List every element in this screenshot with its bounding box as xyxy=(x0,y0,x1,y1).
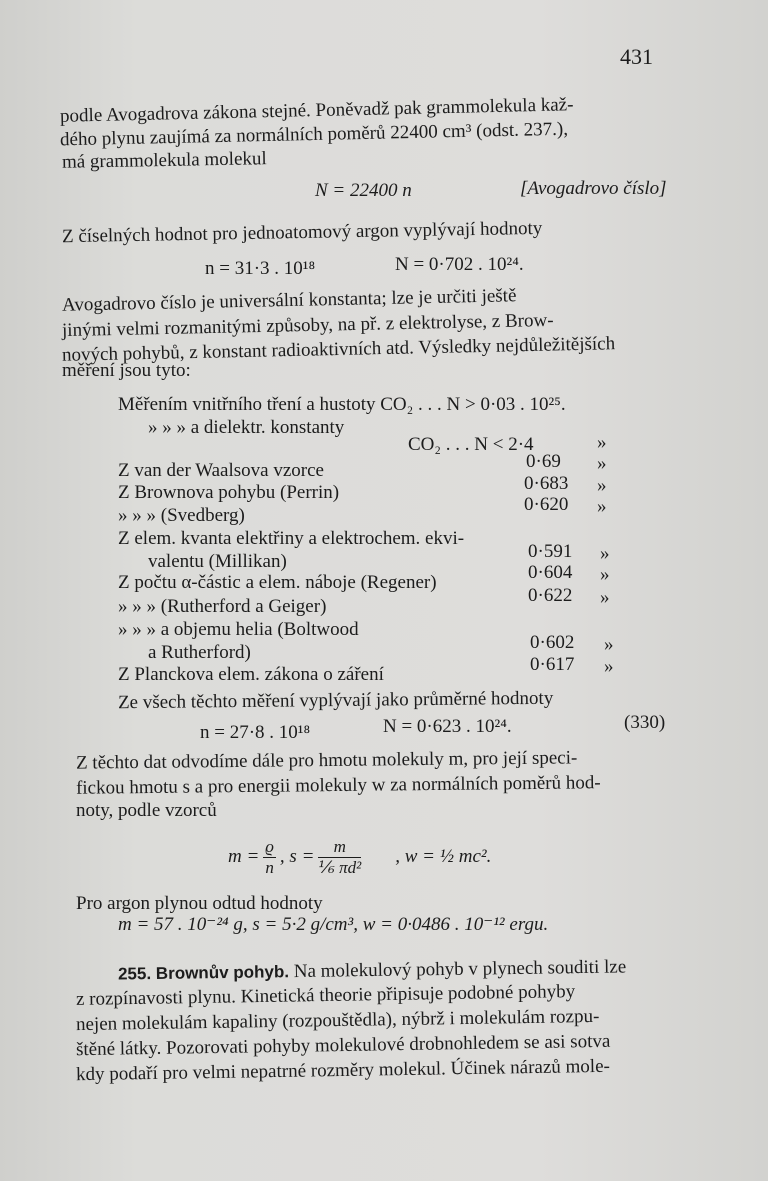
para3-line-2: fickou hmotu s a pro energii molekuly w za normálních poměrů hod- xyxy=(75,772,601,799)
para3-line-1: Z těchto dat odvodíme dále pro hmotu molekuly m, pro její speci- xyxy=(75,747,578,774)
formula-m-numerator: ϱ xyxy=(265,836,274,856)
measurement-unit: » xyxy=(597,453,607,474)
section-line-1: Na molekulový pohyb v plynech souditi lze xyxy=(293,956,627,983)
para1-line-3: má grammolekula molekul xyxy=(61,148,267,173)
para1-line-2: dého plynu zaujímá za normálních poměrů 22400 cm³ (odst. 237.), xyxy=(59,118,569,151)
formula-s-lhs: , s = xyxy=(279,846,315,867)
page-number: 431 xyxy=(620,44,653,69)
measurement-row: » » » (Svedberg) xyxy=(118,505,245,526)
argon-result: m = 57 . 10⁻²⁴ g, s = 5·2 g/cm³, w = 0·0486 . 10⁻¹² ergu. xyxy=(118,914,549,935)
formula-s-numerator: m xyxy=(318,837,361,858)
para2-line-3: nových pohybů, z konstant radioaktivních atd. Výsledky nejdůležitějších xyxy=(61,333,616,366)
measurement-unit: » xyxy=(597,432,607,453)
measurement-value: 0·604 xyxy=(528,562,573,583)
formula-m-denominator: n xyxy=(265,857,274,877)
average-n-value: n = 27·8 . 10¹⁸ xyxy=(200,722,311,743)
measurement-row: » » » a dielektr. konstanty xyxy=(148,417,345,438)
section-line-3: nejen molekulám kapaliny (rozpouštědla), nýbrž i molekulám rozpu- xyxy=(75,1005,600,1036)
measurement-value: 0·617 xyxy=(530,654,575,675)
measurement-value: 0·591 xyxy=(528,541,573,562)
measurement-row: a Rutherford) xyxy=(148,642,251,663)
measurement-unit: » xyxy=(600,564,610,585)
measurement-unit: » xyxy=(600,587,610,608)
measurement-unit: » xyxy=(597,475,607,496)
argon-n-value: n = 31·3 . 10¹⁸ xyxy=(205,258,316,279)
measurement-row: Z van der Waalsova vzorce xyxy=(118,460,324,481)
measurement-row: Z Brownova pohybu (Perrin) xyxy=(118,482,340,503)
measurement-row: CO₂ . . . N < 2·4 xyxy=(408,434,534,455)
measurement-unit: » xyxy=(597,496,607,517)
measurement-row: Z počtu α-částic a elem. náboje (Regener) xyxy=(118,572,437,593)
measurement-value: 0·602 xyxy=(530,632,575,653)
section-line-4: štěné látky. Pozorovati pohyby molekulové drobnohledem se asi sotva xyxy=(75,1030,611,1061)
para2-line-2: jinými velmi rozmanitými způsoby, na př. z elektrolyse, z Brow- xyxy=(61,309,554,342)
argon-intro: Z číselných hodnot pro jednoatomový argon vyplývají hodnoty xyxy=(61,217,543,248)
equation-number: (330) xyxy=(624,712,666,733)
formula-s-fraction xyxy=(318,837,361,878)
measurement-value: 0·622 xyxy=(528,585,573,606)
avogadro-equation: N = 22400 n xyxy=(315,180,412,201)
measurement-unit: » xyxy=(604,656,614,677)
formula-w: , w = ½ mc². xyxy=(395,846,492,867)
section-line-5: kdy podaří pro velmi nepatrné rozměry molekul. Účinek nárazů mole- xyxy=(75,1055,611,1086)
argon-N-value: N = 0·702 . 10²⁴. xyxy=(395,254,524,275)
section-number: 255. xyxy=(117,964,152,984)
measurement-row: valentu (Millikan) xyxy=(148,551,287,572)
para2-line-4: měření jsou tyto: xyxy=(62,360,191,381)
measurement-row: Z Planckova elem. zákona o záření xyxy=(118,664,384,685)
measurement-value: 0·683 xyxy=(524,473,569,494)
measurement-unit: » xyxy=(604,634,614,655)
formula-block xyxy=(228,832,491,882)
measurement-row: Měřením vnitřního tření a hustoty CO₂ . . . N > 0·03 . 10²⁵. xyxy=(118,394,566,415)
measurement-row: » » » (Rutherford a Geiger) xyxy=(118,596,327,617)
formula-m-lhs: m = xyxy=(228,846,260,867)
measurement-unit: » xyxy=(600,543,610,564)
para2-line-1: Avogadrovo číslo je universální konstanta; lze je určiti ještě xyxy=(61,285,517,316)
measurement-row: Z elem. kvanta elektřiny a elektrochem. ekvi- xyxy=(118,528,465,549)
para1-line-1: podle Avogadrova zákona stejné. Poněvadž pak grammolekula kaž- xyxy=(59,94,574,127)
measurement-value: 0·620 xyxy=(524,494,569,515)
section-line-2: z rozpínavosti plynu. Kinetická theorie připisuje podobné pohyby xyxy=(75,981,576,1010)
formula-m-fraction xyxy=(263,837,276,878)
avogadro-label: [Avogadrovo číslo] xyxy=(520,178,667,199)
measurement-row: » » » a objemu helia (Boltwood xyxy=(118,619,359,640)
measurement-value: 0·69 xyxy=(526,451,561,472)
formula-s-denominator: ⅙ πd² xyxy=(318,857,362,877)
average-N-value: N = 0·623 . 10²⁴. xyxy=(383,716,512,737)
average-intro: Ze všech těchto měření vyplývají jako průměrné hodnoty xyxy=(117,687,554,714)
para3-line-3: noty, podle vzorců xyxy=(76,800,217,821)
section-title: Brownův pohyb. xyxy=(155,962,290,984)
argon-result-intro: Pro argon plynou odtud hodnoty xyxy=(76,893,323,914)
